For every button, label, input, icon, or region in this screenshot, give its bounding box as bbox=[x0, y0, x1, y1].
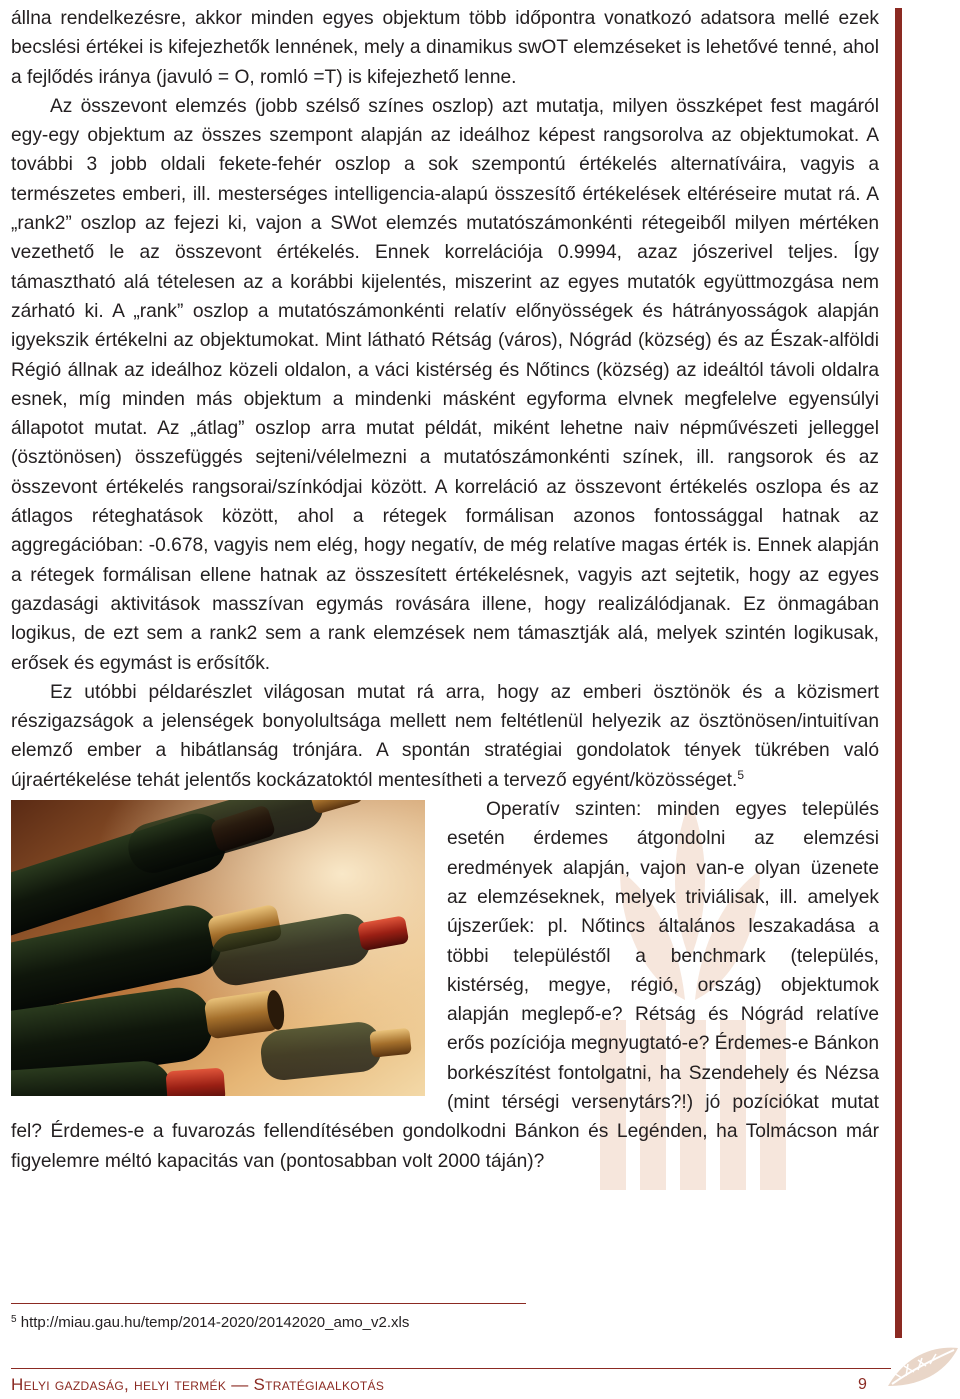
footnote bbox=[11, 1313, 409, 1333]
footnote-reference[interactable]: 5 bbox=[737, 767, 745, 782]
paragraph-conclusion bbox=[11, 678, 879, 795]
wine-bottles-image bbox=[11, 800, 425, 1096]
paragraph-conclusion-text: Ez utóbbi példarészlet világosan mutat rá arra, hogy az emberi ösztönök és a közismert részigazságok a jelenségek bonyolultsága mellett nem feltétlenül helyezik az ösztönösen/intuitívan elemző ember a hibátlanság trónjára. A spontán stratégiai gondolatok tények tükrében való újraértékelése tehát jelentős kockázatoktól mentesítheti a tervező egyént/közösséget. bbox=[11, 681, 879, 791]
leaf-logo-icon bbox=[878, 1342, 960, 1398]
page-number: 9 bbox=[858, 1376, 867, 1393]
side-accent-bar bbox=[895, 8, 902, 1338]
footer-divider bbox=[11, 1368, 891, 1369]
paragraph-continuation: állna rendelkezésre, akkor minden egyes objektum több időpontra vonatkozó adatsora mellé ezek becslési értékei is kifejezhetők lennének, mely a dinamikus swOT elemzéseket is lehetővé tenné, ahol a fejlődés iránya (javuló = O, romló =T) is kifejezhető lenne. bbox=[11, 8, 879, 88]
running-footer-title: Helyi gazdaság, helyi termék — Stratégiaalkotás bbox=[11, 1375, 385, 1394]
paragraph-operational: Operatív szinten: minden egyes település esetén érdemes átgondolni az elemzési eredmények alapján, vajon van-e olyan üzenete az elemzéseknek, melyek triviálisak, ill. amelyek újszerűek: pl. Nőtincs általános leszakadása a többi településtől a benchmark (település, kistérség, megye, régió, ország) objektumok alapján meglepő-e? Rétság és Nógrád relatíve erős pozíciója megnyugtató-e? Érdemes-e Bánkon borkészítést fontolgatni, ha Szendehely és Nézsa (mint térségi versenytárs?!) jó pozíciókat mutat fel? Érdemes-e a fuvarozás fellendítésében gondolkodni Bánkon és Legénden, ha Tolmácson már figyelemre méltó kapacitás van (pontosabban volt 2000 táján)? bbox=[11, 799, 879, 1172]
footnote-divider bbox=[11, 1303, 526, 1304]
footnote-link[interactable]: http://miau.gau.hu/temp/2014-2020/20142020_amo_v2.xls bbox=[20, 1314, 410, 1331]
wine-bottles-photo bbox=[11, 800, 425, 1096]
footnote-mark: 5 bbox=[11, 1314, 17, 1325]
paragraph-summary-analysis: Az összevont elemzés (jobb szélső színes oszlop) azt mutatja, milyen összképet fest magáról egy-egy objektum az összes szempont alapján az ideálhoz képest rangsorolva az objektumokat. A további 3 jobb oldali fekete-fehér oszlop a sok szempontú értékelés alternatíváira, vagyis a természetes emberi, ill. mesterséges intelligencia-alapú összesítő értékelések eltéréseire mutat rá. A „rank2” oszlop az fejezi ki, vajon a SWot elemzés mutatószámonkénti rétegeiből milyen mértéken vezethető le az összevont értékelés. Ennek korrelációja 0.9994, azaz jószerivel teljes. Így támasztható alá tételesen az a korábbi kijelentés, miszerint az egyes mutatók együttmozgása nem zárható ki. A „rank” oszlop a mutatószámonkénti relatív előnyösségek és hátrányosságok alapján igyekszik értékelni az objektumokat. Mint látható Rétság (város), Nógrád (község) és az Észak-alföldi Régió állnak az ideálhoz közeli oldalon, a váci kistérség és Nőtincs (község) az ideáltól távoli oldalra esnek, míg minden más objektum a mindenki másként egyforma elvnek megfelelve egyensúlyi állapotot mutat. Az „átlag” oszlop arra mutat példát, miként lehetne naiv népművészeti jelleggel (ösztönösen) összefüggés sejteni/vélelmezni a mutatószámonkénti színek, ill. rangsorok és az összevont értékelés rangsorai/színkódjai között. A korreláció az összevont értékelés oszlopa és az átlagos réteghatások között, ahol a rétegek formálisan azonos fontossággal hatnak az aggregációban: -0.678, vagyis nem elég, hogy negatív, de még relatíve magas érték is. Ennek alapján a rétegek formálisan ellene hatnak az összesített értékelésnek, vagyis azt sejtetik, hogy az egyes gazdasági aktivitások masszívan egymás rovására illene, hogy realizálódjanak. Ez önmagában logikus, de ezt sem a rank2 sem a rank elemzések nem támasztják alá, melyek szintén logikusak, erősek és egymást is erősítők. bbox=[11, 95, 879, 674]
article-body bbox=[11, 4, 879, 1176]
